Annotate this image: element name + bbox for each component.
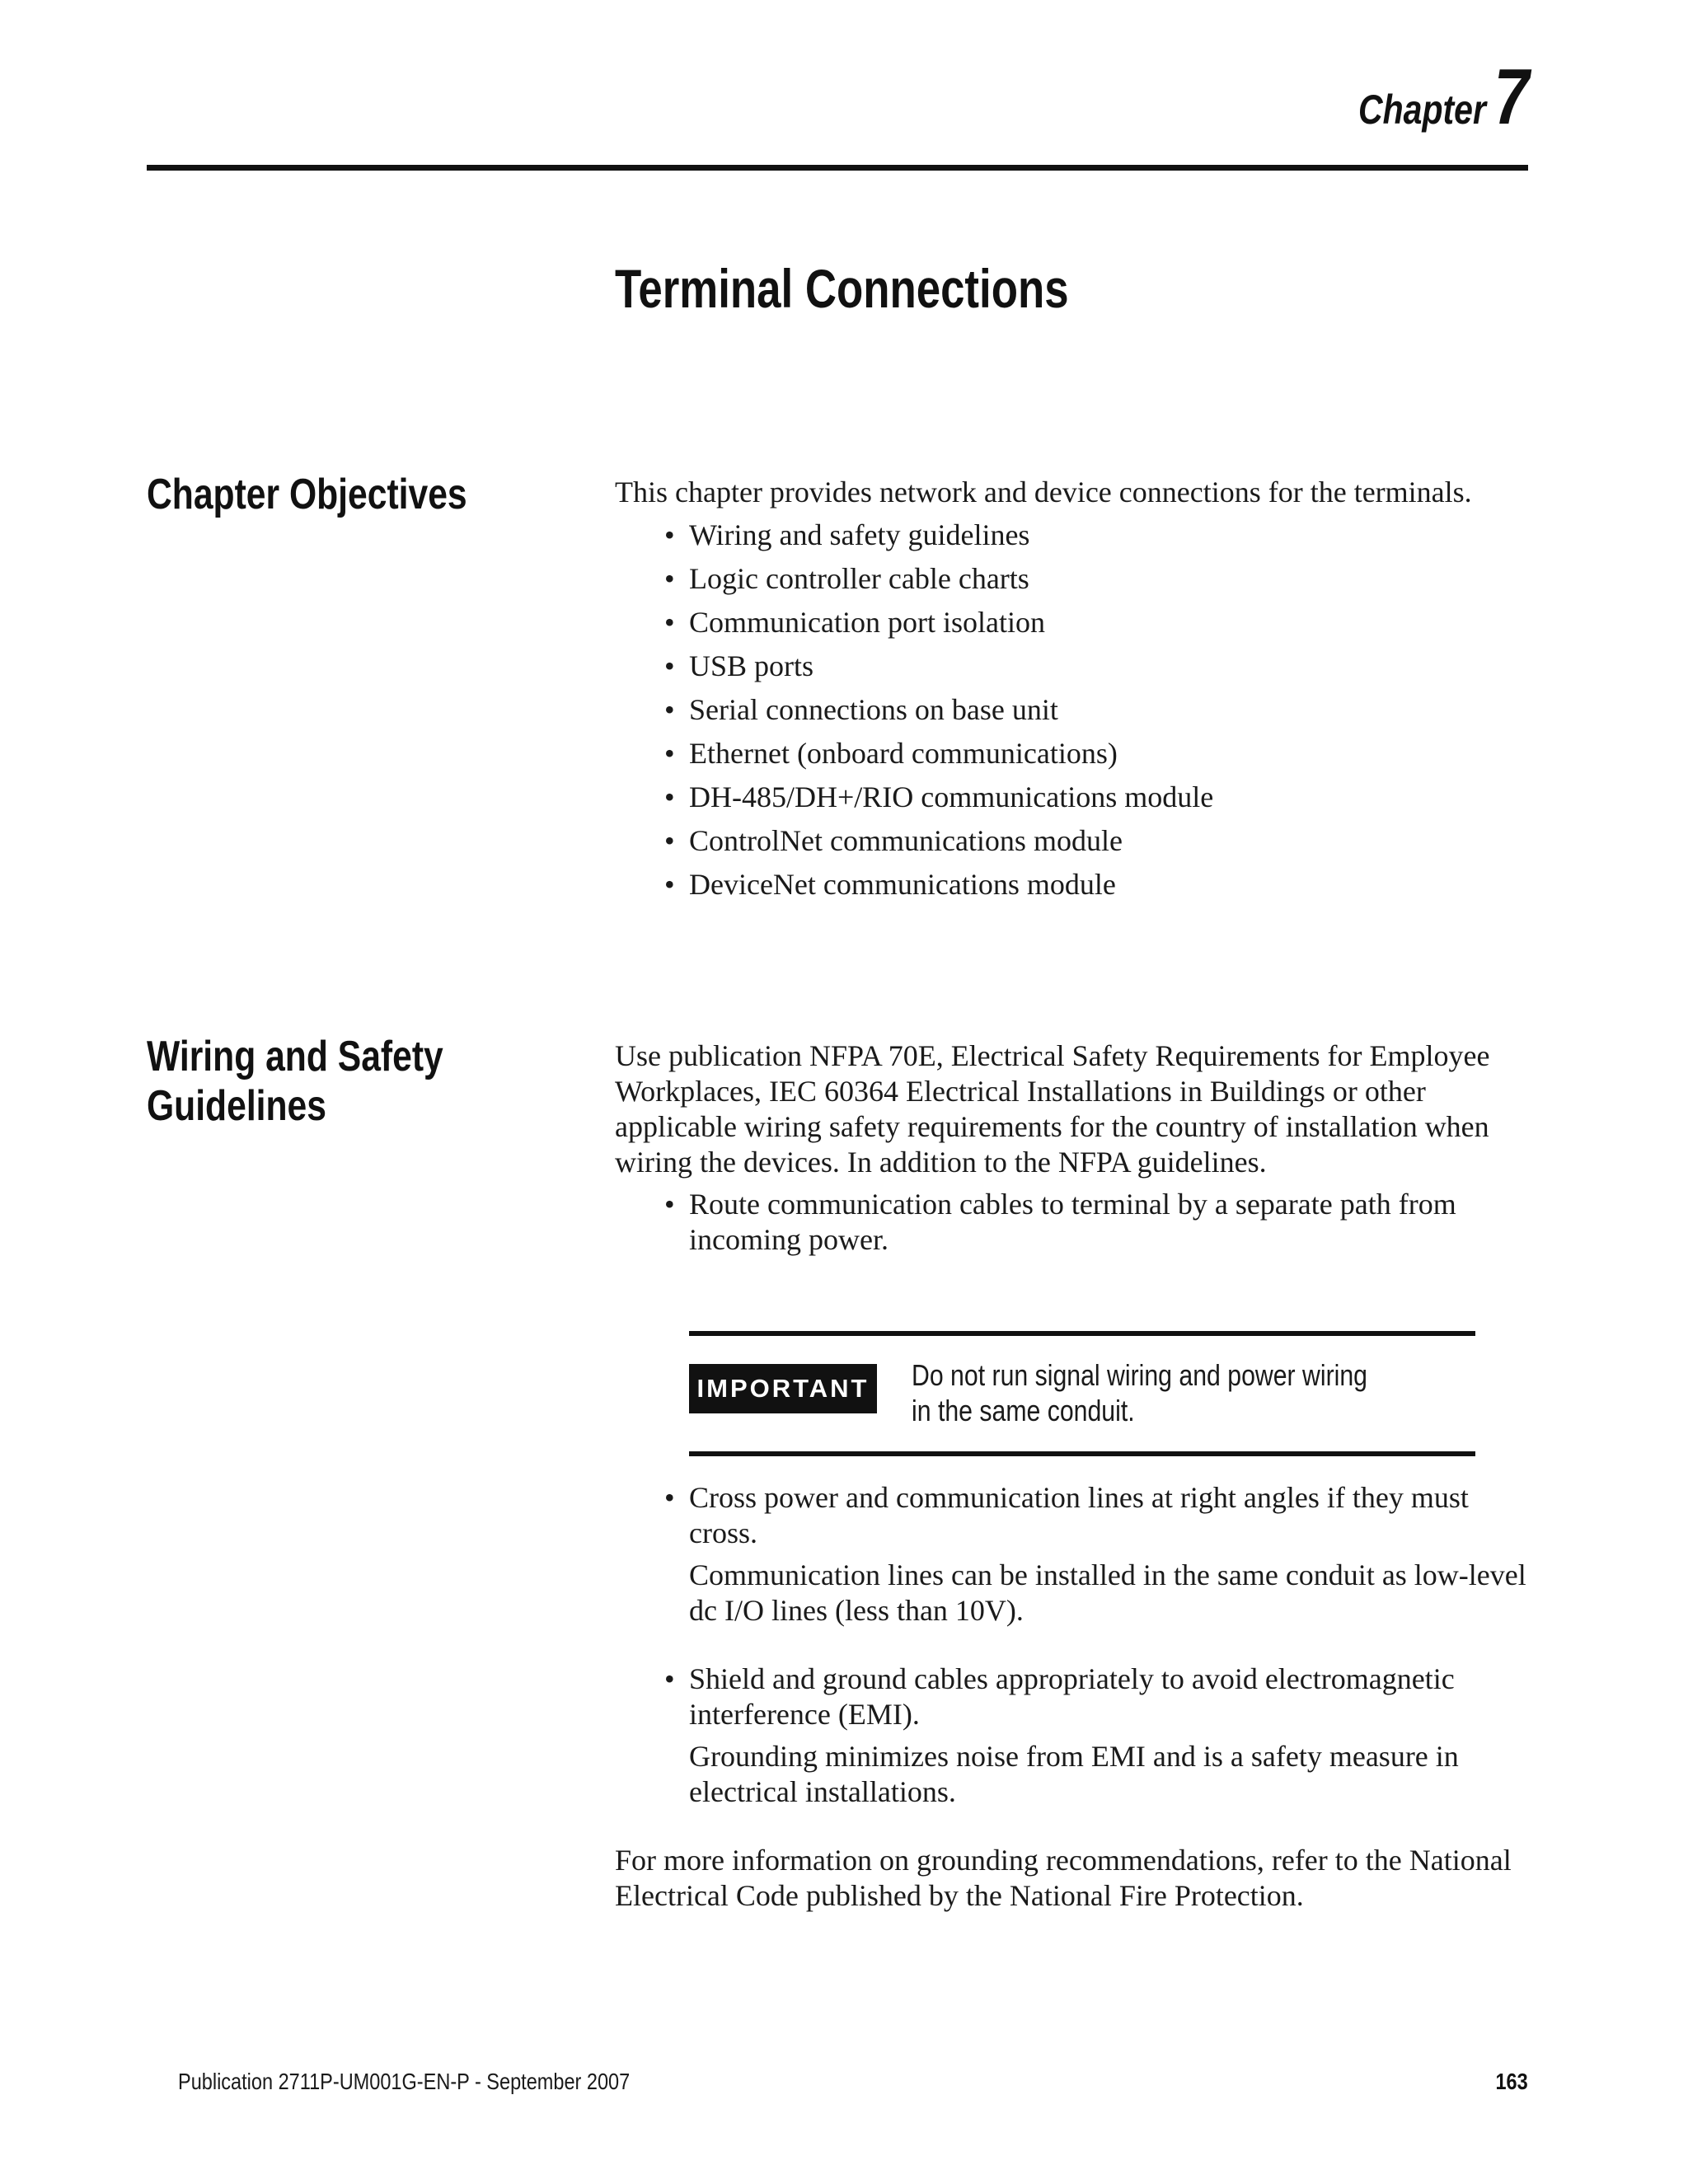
list-item <box>689 1480 1538 1629</box>
important-label: IMPORTANT <box>689 1364 877 1413</box>
objectives-intro: This chapter provides network and device connections for the terminals. <box>615 476 1472 509</box>
list-item: • ControlNet communications module <box>689 819 1538 863</box>
header-rule <box>147 165 1528 171</box>
list-item: • Route communication cables to terminal by a separate path from incoming power. <box>689 1187 1538 1258</box>
wiring-intro: Use publication NFPA 70E, Electrical Safety Requirements for Employee Workplaces, IEC 60364 Electrical Installations in Buildings or other applicable wiring safety requirements for the country of installation when wiring the devices. In addition to the NFPA guidelines. <box>615 1039 1490 1179</box>
objectives-body <box>615 475 1538 907</box>
list-item: • DeviceNet communications module <box>689 863 1538 907</box>
list-item: • Ethernet (onboard communications) <box>689 732 1538 776</box>
chapter-header <box>1330 53 1529 141</box>
wiring-list-2 <box>615 1480 1538 1810</box>
section-heading-line: Wiring and Safety <box>147 1033 443 1080</box>
wiring-body <box>615 1038 1538 1258</box>
wiring-body-continued <box>615 1480 1538 1914</box>
important-callout <box>689 1331 1475 1456</box>
wiring-list-1 <box>615 1187 1538 1258</box>
list-item: • Logic controller cable charts <box>689 557 1538 601</box>
bullet-text: • Cross power and communication lines at right angles if they must cross. <box>689 1481 1469 1549</box>
list-item: • Wiring and safety guidelines <box>689 513 1538 557</box>
chapter-label: Chapter <box>1358 87 1487 133</box>
list-item: • Communication port isolation <box>689 601 1538 644</box>
list-item: • USB ports <box>689 644 1538 688</box>
page-title: Terminal Connections <box>615 258 1069 319</box>
section-heading-wiring <box>147 1032 443 1131</box>
bullet-note: Grounding minimizes noise from EMI and is a safety measure in electrical installations. <box>689 1740 1459 1808</box>
footer-publication: Publication 2711P-UM001G-EN-P - September 2007 <box>178 2069 631 2094</box>
section-heading-objectives: Chapter Objectives <box>147 471 467 518</box>
chapter-number: 7 <box>1493 53 1529 141</box>
page-number: 163 <box>1495 2069 1528 2094</box>
section-heading-line: Guidelines <box>147 1082 326 1130</box>
wiring-closing: For more information on grounding recommendations, refer to the National Electrical Code published by the National Fire Protection. <box>615 1844 1512 1912</box>
objectives-list <box>615 513 1538 907</box>
list-item: • Serial connections on base unit <box>689 688 1538 732</box>
bullet-text: • Shield and ground cables appropriately to avoid electromagnetic interference (EMI). <box>689 1662 1455 1731</box>
important-text: Do not run signal wiring and power wiring in the same conduit. <box>912 1358 1368 1427</box>
list-item <box>689 1661 1538 1810</box>
bullet-note: Communication lines can be installed in the same conduit as low-level dc I/O lines (less than 10V). <box>689 1558 1526 1627</box>
list-item: • DH-485/DH+/RIO communications module <box>689 776 1538 819</box>
